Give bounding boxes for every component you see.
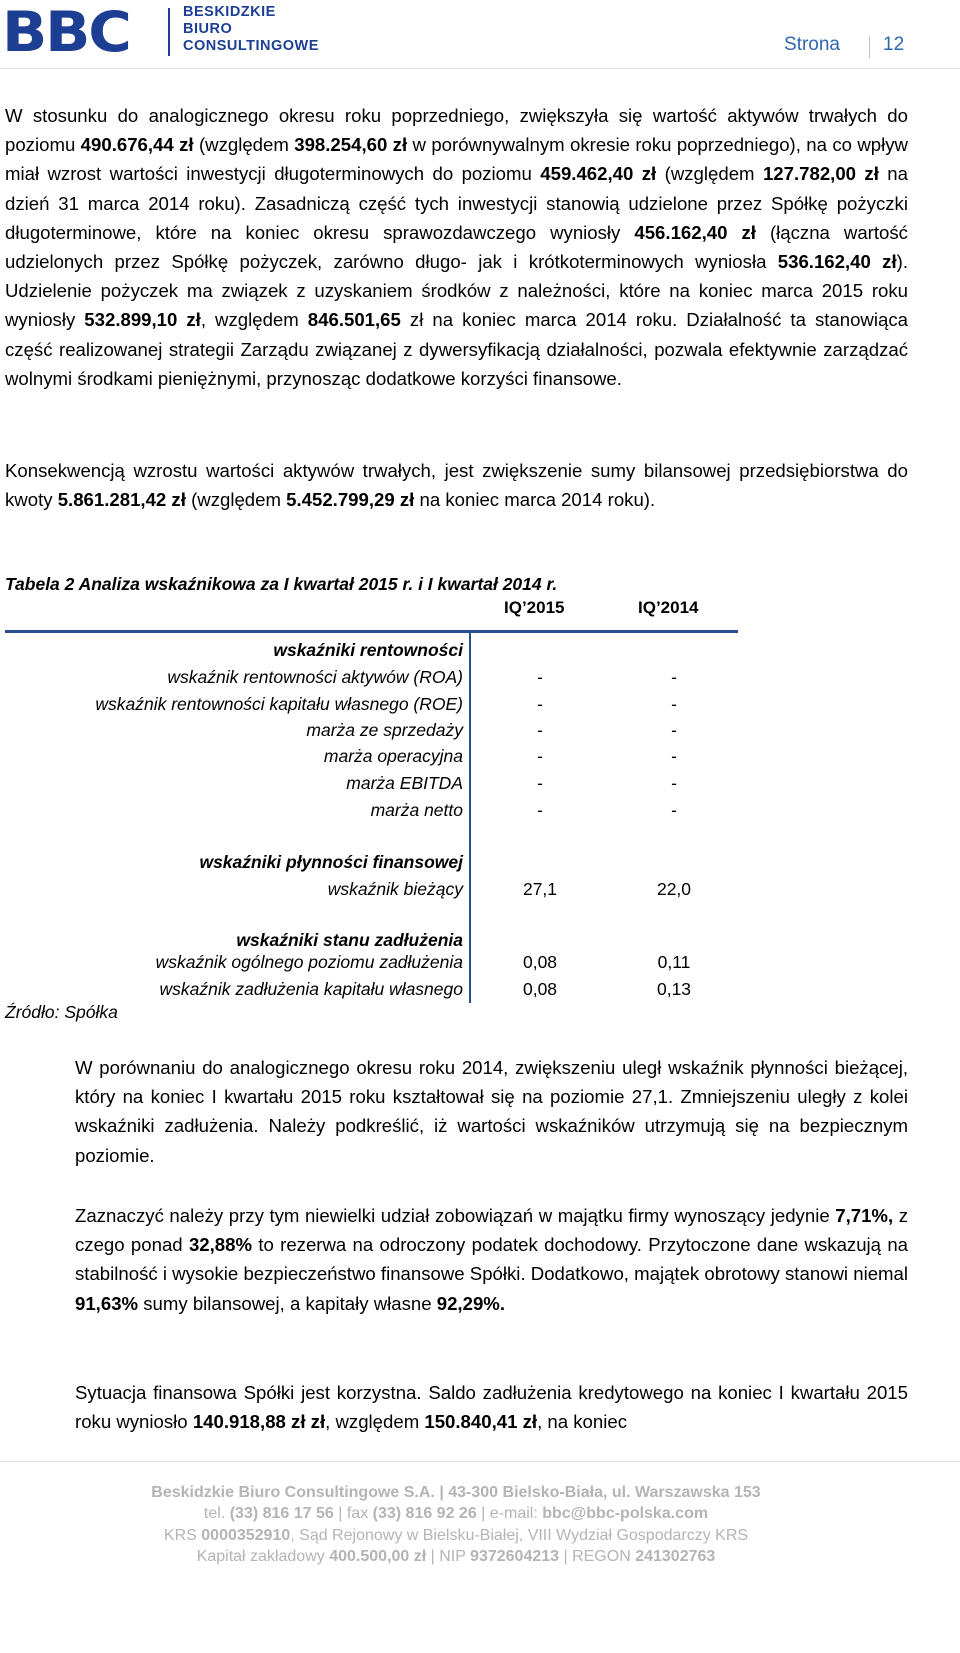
ratio-label: wskaźnik rentowności aktywów (ROA) bbox=[167, 667, 463, 687]
text-run: sumy bilansowej, a kapitały własne bbox=[138, 1292, 437, 1314]
table-row bbox=[5, 720, 745, 746]
text-run: W stosunku do analogicznego okresu roku poprzedniego, zwiększyła się wartość aktywów trwałych do poziomu bbox=[5, 105, 908, 156]
bold-text: 536.162,40 zł bbox=[777, 251, 897, 273]
text-run: , na koniec bbox=[537, 1411, 627, 1433]
value-2015: - bbox=[537, 773, 543, 793]
value-2014: - bbox=[671, 773, 677, 793]
footer-address bbox=[0, 1482, 912, 1503]
bold-text: 9372604213 bbox=[470, 1547, 560, 1565]
bold-text: 5.452.799,29 zł bbox=[286, 489, 415, 511]
footer-capital bbox=[0, 1546, 912, 1567]
ratio-label: marża operacyjna bbox=[323, 746, 463, 766]
value-2015: 0,08 bbox=[522, 979, 558, 999]
value-2014: - bbox=[671, 694, 677, 714]
table-row bbox=[5, 746, 745, 772]
table-row bbox=[5, 694, 745, 720]
bold-text: 456.162,40 zł bbox=[634, 221, 756, 243]
bold-text: 532.899,10 zł bbox=[84, 309, 201, 331]
logo-line-2: BIURO bbox=[183, 21, 233, 37]
table-row bbox=[5, 952, 745, 978]
footer-contact bbox=[0, 1503, 912, 1524]
text-run: (łączna wartość udzielonych przez Spółkę pożyczek, zarówno długo- jak i krótkoterminowych wyniosła bbox=[5, 221, 908, 273]
page-label: Strona bbox=[784, 34, 840, 55]
footer-registry bbox=[0, 1525, 912, 1546]
bold-text: Beskidzkie Biuro Consultingowe S.A. | 43-300 Bielsko-Biała, ul. Warszawska 153 bbox=[151, 1484, 761, 1501]
bold-text: 150.840,41 zł bbox=[424, 1411, 538, 1433]
paragraph-liabilities bbox=[75, 1201, 908, 1318]
paragraph-balance-sum bbox=[5, 456, 908, 514]
ratio-label: marża ze sprzedaży bbox=[306, 720, 463, 740]
value-2014: - bbox=[671, 720, 677, 740]
text-run: zł na koniec marca 2014 roku. Działalność ta stanowiąca część realizowanej strategii Zarządu związanej z dywersyfikacją działalności, pozwala efektywnie zarządzać wolnymi środkami pieniężnymi, przynosząc dodatkowe korzyści finansowe. bbox=[5, 309, 908, 389]
value-2014: - bbox=[671, 746, 677, 766]
text-run: (względem bbox=[193, 134, 295, 156]
text-run: | fax bbox=[333, 1505, 373, 1523]
bold-text: 7,71%, bbox=[835, 1205, 894, 1226]
section-label: wskaźniki płynności finansowej bbox=[199, 852, 463, 872]
text-run: Sytuacja finansowa Spółki jest korzystna. Saldo zadłużenia kredytowego na koniec I kwartału 2015 roku wyniosło bbox=[75, 1382, 908, 1433]
text-run: KRS bbox=[163, 1526, 202, 1544]
text-run: ). Udzielenie pożyczek ma związek z uzyskaniem środków z należności, które na koniec marca 2015 roku wyniosły bbox=[5, 251, 908, 331]
column-header-2015: IQ’2015 bbox=[504, 598, 565, 617]
text-run: | e-mail: bbox=[476, 1505, 543, 1523]
ratio-label: marża EBITDA bbox=[346, 773, 463, 793]
logo-divider bbox=[168, 8, 170, 56]
value-2014: 0,13 bbox=[656, 979, 692, 999]
text-run: W porównaniu do analogicznego okresu roku 2014, zwiększeniu uległ wskaźnik płynności bieżącej, który na koniec I kwartału 2015 roku kształtował się na poziomie 27,1. Zmniejszeniu uległy z kolei wskaźniki zadłużenia. Należy podkreślić, iż wartości wskaźników utrzymują się na bezpiecznym poziomie. bbox=[75, 1057, 908, 1166]
bold-text: 5.861.281,42 zł bbox=[57, 489, 186, 511]
value-2015: 0,08 bbox=[522, 952, 558, 972]
value-2014: - bbox=[671, 667, 677, 687]
paragraph-assets bbox=[5, 101, 908, 393]
bold-text: 91,63% bbox=[75, 1292, 139, 1314]
page-header bbox=[0, 0, 960, 70]
bold-text: 32,88% bbox=[188, 1234, 253, 1256]
ratio-label: wskaźnik rentowności kapitału własnego (ROE) bbox=[95, 694, 463, 714]
company-logo bbox=[2, 2, 322, 64]
logo-subtitle bbox=[183, 4, 319, 55]
logo-wordmark: BBC bbox=[2, 0, 130, 64]
bold-text: 400.500,00 zł bbox=[329, 1547, 427, 1565]
value-2015: - bbox=[537, 694, 543, 714]
footer-divider bbox=[0, 1461, 960, 1462]
value-2014: - bbox=[671, 800, 677, 820]
bold-text: 140.918,88 zł zł bbox=[192, 1411, 326, 1433]
text-run: tel. bbox=[203, 1505, 230, 1523]
header-divider bbox=[0, 68, 960, 69]
bold-text: 459.462,40 zł bbox=[540, 163, 657, 185]
table-row bbox=[5, 667, 745, 693]
bold-text: bbc@bbc-polska.com bbox=[542, 1505, 709, 1523]
value-2015: - bbox=[537, 667, 543, 687]
text-run: (względem bbox=[656, 163, 763, 185]
section-label: wskaźniki rentowności bbox=[273, 640, 463, 660]
text-run: | NIP bbox=[426, 1547, 471, 1565]
page-number: 12 bbox=[883, 34, 905, 55]
table-row bbox=[5, 800, 745, 826]
bold-text: 0000352910 bbox=[201, 1526, 291, 1544]
text-run: to rezerwa na odroczony podatek dochodowy. Przytoczone dane wskazują na stabilność i wysokie bezpieczeństwo finansowe Spółki. Dodatkowo, majątek obrotowy stanowi niemal bbox=[75, 1234, 908, 1285]
ratio-label: wskaźnik zadłużenia kapitału własnego bbox=[159, 979, 463, 999]
logo-line-3: CONSULTINGOWE bbox=[183, 38, 319, 54]
table-top-rule bbox=[5, 630, 738, 633]
bold-text: 490.676,44 zł bbox=[80, 134, 194, 156]
column-header-2014: IQ’2014 bbox=[638, 598, 699, 617]
ratio-label: wskaźnik bieżący bbox=[327, 879, 463, 899]
value-2015: - bbox=[537, 746, 543, 766]
text-run: (względem bbox=[185, 489, 287, 511]
bold-text: (33) 816 92 26 bbox=[372, 1505, 477, 1523]
logo-line-1: BESKIDZKIE bbox=[183, 4, 276, 20]
text-run: , Sąd Rejonowy w Bielsku-Białej, VIII Wydział Gospodarczy KRS bbox=[290, 1526, 749, 1544]
value-2015: 27,1 bbox=[522, 879, 558, 899]
bold-text: 398.254,60 zł bbox=[294, 134, 408, 156]
value-2015: - bbox=[537, 800, 543, 820]
text-run: Kapitał zakładowy bbox=[196, 1547, 330, 1565]
ratio-label: marża netto bbox=[370, 800, 463, 820]
text-run: z czego ponad bbox=[75, 1205, 908, 1256]
table-row bbox=[5, 879, 745, 905]
value-2014: 0,11 bbox=[657, 952, 691, 972]
ratio-label: wskaźnik ogólnego poziomu zadłużenia bbox=[155, 952, 463, 972]
text-run: | REGON bbox=[559, 1547, 636, 1565]
bold-text: 846.501,65 bbox=[307, 309, 401, 331]
section-label: wskaźniki stanu zadłużenia bbox=[236, 930, 463, 950]
text-run: na dzień 31 marca 2014 roku). Zasadniczą część tych inwestycji stanowią udzielone przez Spółkę pożyczki długoterminowe, które na koniec okresu sprawozdawczego wyniosły bbox=[5, 163, 908, 243]
value-2015: - bbox=[537, 720, 543, 740]
paragraph-liquidity bbox=[75, 1053, 908, 1170]
value-2014: 22,0 bbox=[656, 879, 692, 899]
text-run: , względem bbox=[200, 309, 308, 331]
table-section-header bbox=[5, 640, 745, 666]
bold-text: 127.782,00 zł bbox=[762, 163, 879, 185]
text-run: na koniec marca 2014 roku). bbox=[414, 489, 656, 511]
page-footer bbox=[0, 1482, 912, 1567]
text-run: w porównywalnym okresie roku poprzedniego), na co wpływ miał wzrost wartości inwestycji długoterminowych do poziomu bbox=[5, 134, 908, 185]
text-run: Konsekwencją wzrostu wartości aktywów trwałych, jest zwiększenie sumy bilansowej przedsiębiorstwa do kwoty bbox=[5, 460, 908, 511]
page-number-divider bbox=[869, 36, 870, 58]
bold-text: 241302763 bbox=[635, 1547, 716, 1565]
table-section-header bbox=[5, 852, 745, 878]
table-source: Źródło: Spółka bbox=[5, 1002, 118, 1022]
text-run: Zaznaczyć należy przy tym niewielki udział zobowiązań w majątku firmy wynoszący jedynie bbox=[75, 1205, 836, 1226]
bold-text: (33) 816 17 56 bbox=[229, 1505, 334, 1523]
bold-text: 92,29%. bbox=[436, 1292, 505, 1314]
table-title: Tabela 2 Analiza wskaźnikowa za I kwartał 2015 r. i I kwartał 2014 r. bbox=[5, 574, 558, 594]
table-row bbox=[5, 773, 745, 799]
text-run: , względem bbox=[325, 1411, 425, 1433]
paragraph-credit bbox=[75, 1378, 908, 1436]
